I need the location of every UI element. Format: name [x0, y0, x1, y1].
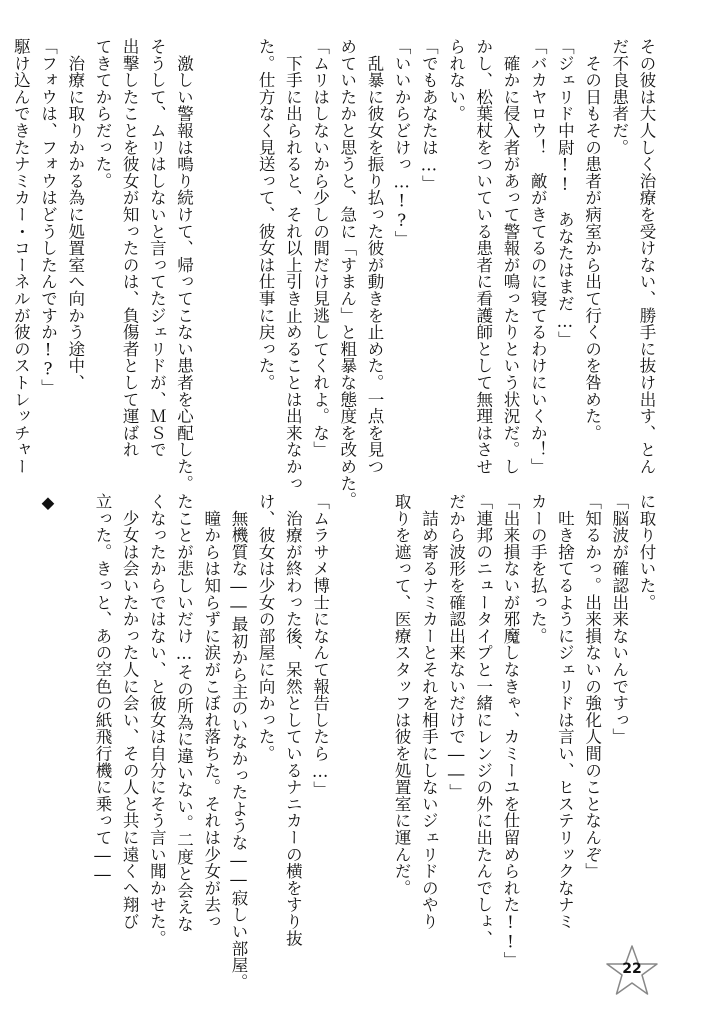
text-line: 「ムリはしないから少しの間だけ見逃してくれよ。な」 [310, 38, 330, 458]
text-line: 駆け込んできたナミカー・コーネルが彼のストレッチャー [11, 38, 31, 475]
text-line: だ不良患者だ。 [609, 38, 629, 156]
text-line: だから波形を確認出来ないだけで――」 [446, 493, 466, 801]
text-line: 確かに侵入者があって警報が鳴ったりという状況だ。し [500, 38, 520, 475]
text-line: 「ムラサメ博士になんて報告したら…」 [310, 493, 330, 798]
text-line: 乱暴に彼女を振り払った彼が動きを止めた。一点を見つ [364, 38, 384, 475]
blank-line [334, 493, 361, 933]
text-line: 詰め寄るナミカーとそれを相手にしないジェリドのやり [419, 493, 439, 930]
text-line: 「知るかっ。出来損ないの強化人間のことなんぞ」 [582, 493, 602, 880]
text-line: 「いいからどけっ…!?」 [392, 38, 412, 248]
text-line: 「バカヤロウ！ 敵がきてるのに寝てるわけにいくか！」 [528, 38, 548, 475]
text-line: たことが悲しいだけ…その所為に違いない。二度と会えな [174, 493, 194, 933]
text-line: 治療が終わった後、呆然としているナニカーの横をすり抜 [283, 493, 303, 947]
text-line: 吐き捨てるようにジェリドは言い、ヒステリックなナミ [555, 493, 575, 930]
text-line: くなったからではない、と彼女は自分にそう言い聞かせた。 [147, 493, 167, 947]
text-line: に取り付いた。 [637, 493, 656, 611]
text-line: 「でもあなたは…」 [419, 38, 439, 192]
text-line: 取りを遮って、医療スタッフは彼を処置室に運んだ。 [392, 493, 412, 897]
text-line: 無機質な――最初から主のいなかったような――寂しい部屋。 [228, 493, 248, 991]
blank-line [62, 493, 89, 933]
page-number: 22 [622, 961, 642, 977]
text-line: 出撃したことを彼女が知ったのは、負傷者として運ばれ [120, 38, 140, 458]
text-line: られない。 [446, 38, 466, 122]
text-line: 「出来損ないが邪魔しなきゃ、カミーユを仕留められた!!」 [500, 493, 520, 969]
text-line: 治療に取りかかる為に処置室へ向かう途中、 [65, 38, 85, 391]
blank-line [198, 38, 225, 458]
page-number-badge [604, 944, 660, 1000]
text-line: 少女は会いたかった人に会い、その人と共に遠くへ翔び [120, 493, 140, 930]
text-line: そうして、ムリはしないと言ってたジェリドが、ＭＳで [147, 38, 167, 458]
text-line: 「脳波が確認出来ないんですっ」 [609, 493, 629, 745]
text-line: ◆ [38, 493, 58, 513]
text-line: 「ジェリド中尉!! あなたはまだ…」 [555, 38, 575, 348]
text-line: てきてからだった。 [92, 38, 112, 190]
blank-line [361, 493, 388, 933]
blank-line [225, 38, 252, 458]
text-line: 立った。きっと、あの空色の紙飛行機に乗って―― [92, 493, 112, 885]
text-line: 激しい警報は鳴り続けて、帰ってこない患者を心配した。 [174, 38, 194, 492]
text-line: めていたかと思うと、急に「すまん」と粗暴な態度を改めた。 [337, 38, 357, 509]
text-line: 瞳からは知らずに涙がこぼれ落ちた。それは少女が去っ [201, 493, 221, 930]
text-line: かし、松葉杖をついている患者に看護師として無理はさせ [473, 38, 493, 475]
text-line: た。仕方なく見送って、彼女は仕事に戻った。 [256, 38, 276, 391]
text-line: カーの手を払った。 [528, 493, 548, 645]
text-line: 下手に出られると、それ以上引き止めることは出来なかっ [283, 38, 303, 492]
text-line: 「連邦のニュータイプと一緒にレンジの外に出たんでしょ、 [473, 493, 493, 947]
text-column-top [7, 38, 660, 509]
text-line: その日もその患者が病室から出て行くのを咎めた。 [582, 38, 602, 442]
text-line: け、彼女は少女の部屋に向かった。 [256, 493, 276, 762]
text-line: 「フォウは、フォウはどうしたんですか!?」 [38, 38, 58, 396]
text-line: その彼は大人しく治療を受けない、勝手に抜け出す、とん [637, 38, 656, 475]
